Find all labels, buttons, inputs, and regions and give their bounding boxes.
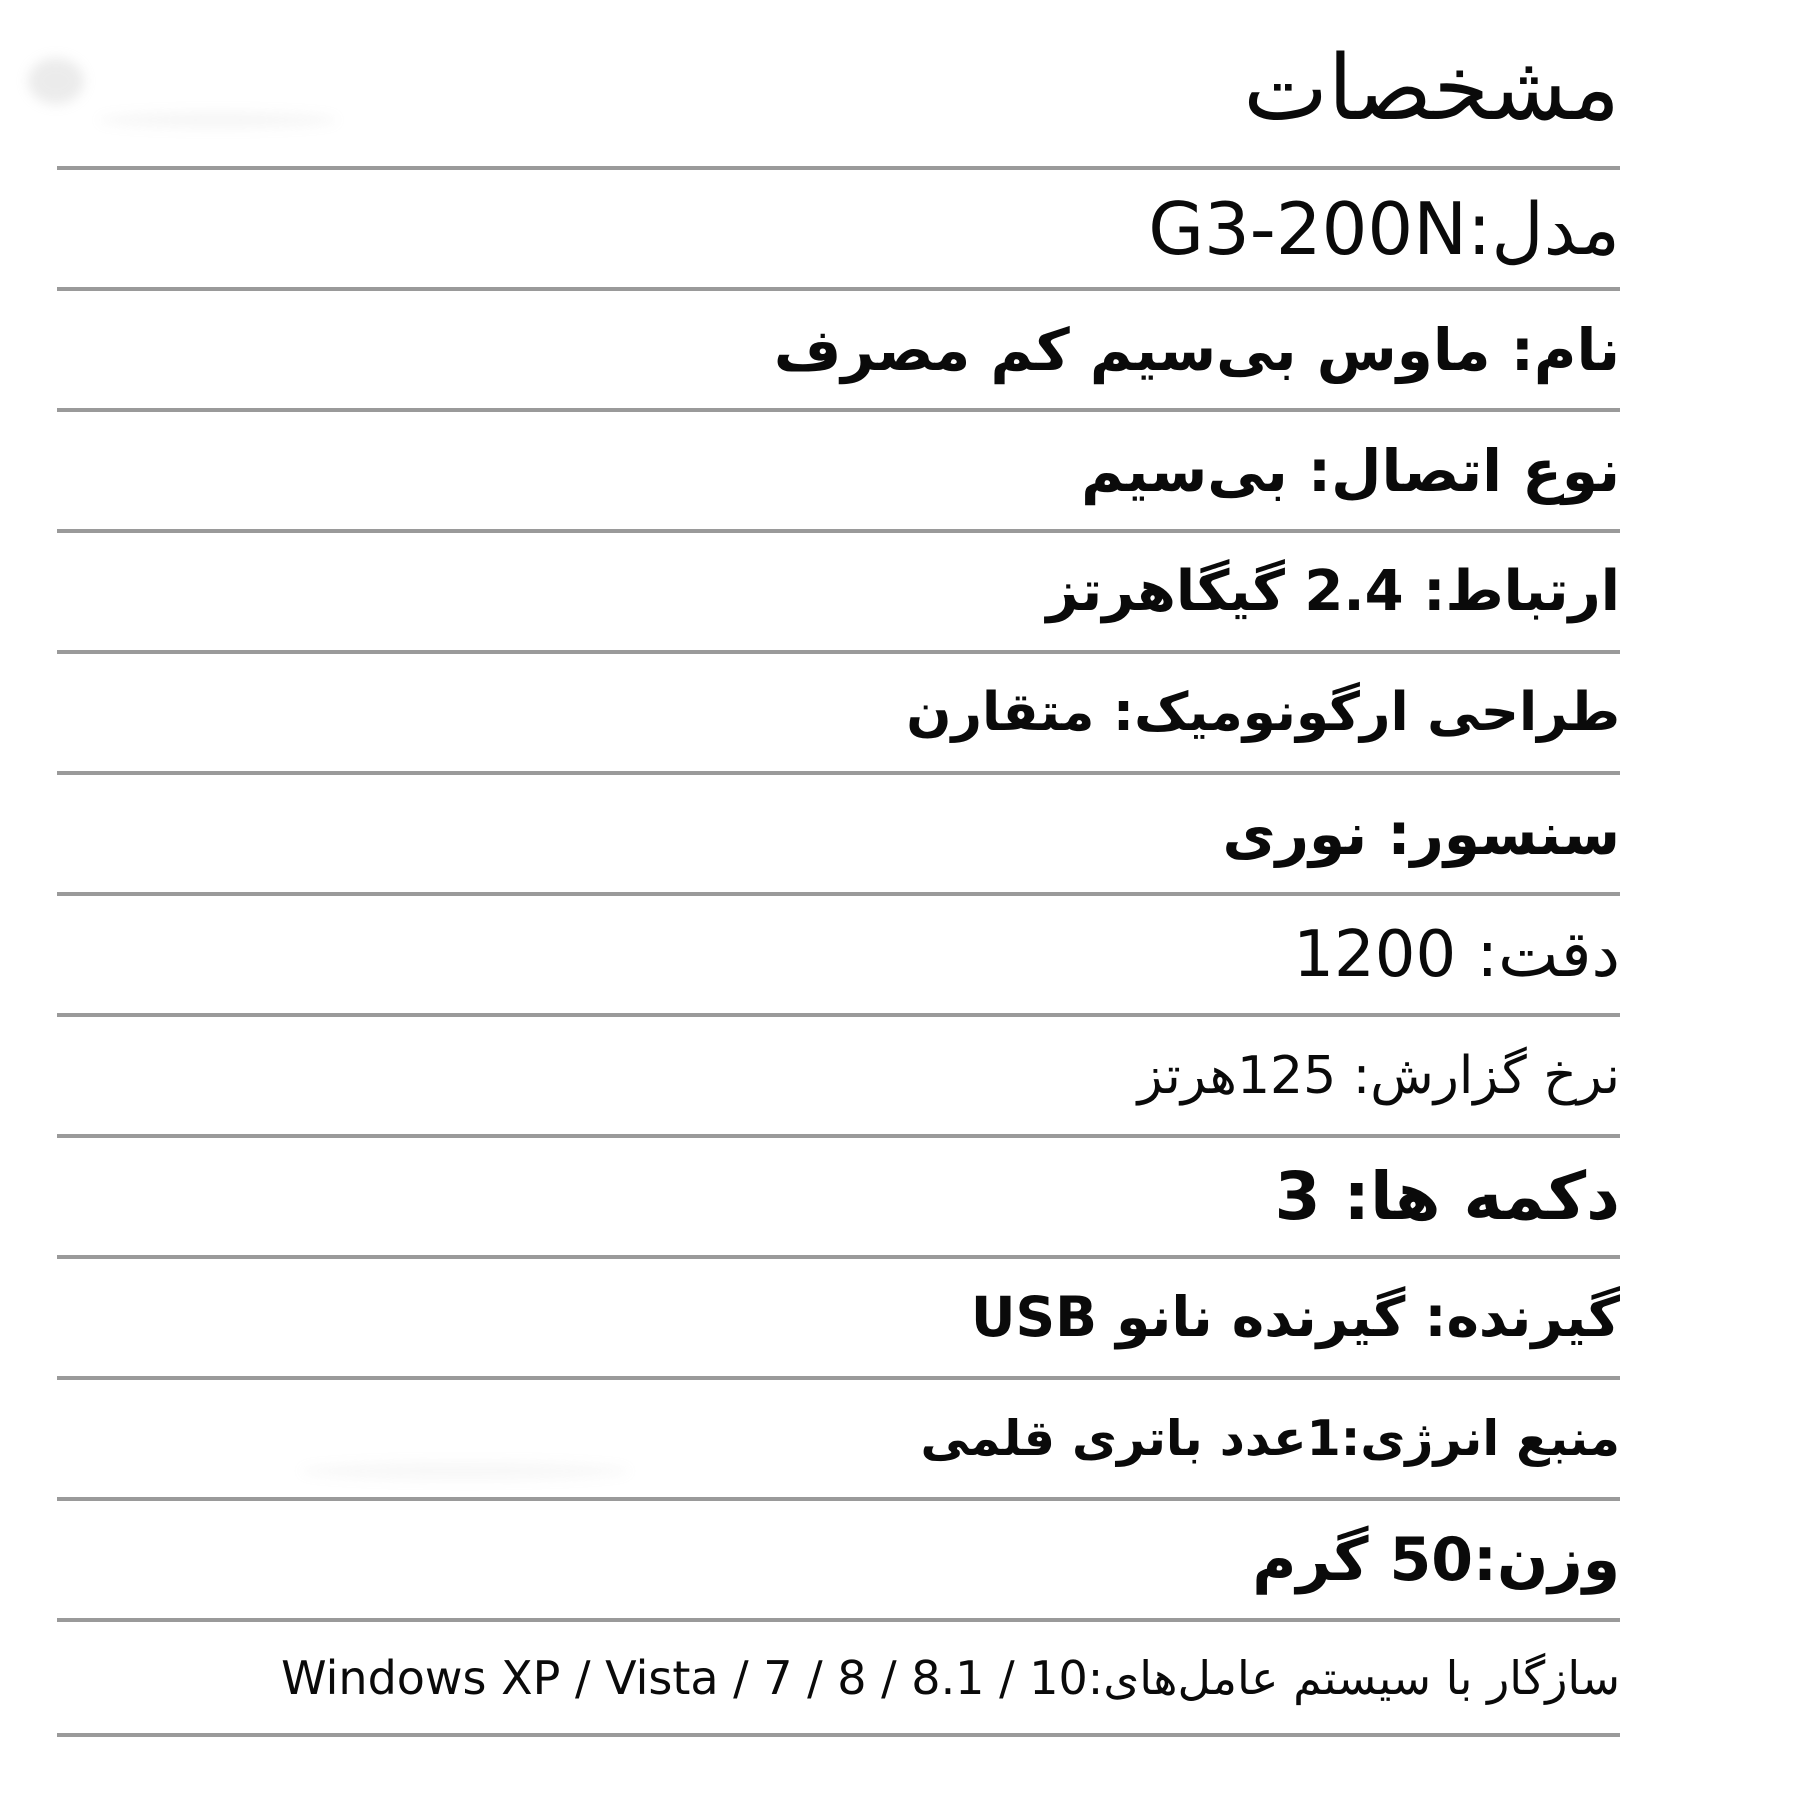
- spec-row-power-source: منبع انرژی:1عدد باتری قلمی: [57, 1380, 1620, 1501]
- spec-row-weight: وزن:50 گرم: [57, 1501, 1620, 1622]
- spec-row-sensor: سنسور: نوری: [57, 775, 1620, 896]
- spec-row-os-compatibility: سازگار با سیستم عامل‌های:Windows XP / Vista / 7 / 8 / 8.1 / 10: [57, 1622, 1620, 1737]
- spec-row-receiver: گیرنده: گیرنده نانو USB: [57, 1259, 1620, 1380]
- spec-row-dpi: دقت: 1200: [57, 896, 1620, 1017]
- spec-row-name: نام: ماوس بی‌سیم کم مصرف: [57, 291, 1620, 412]
- spec-row-ergonomic-design: طراحی ارگونومیک: متقارن: [57, 654, 1620, 775]
- spec-row-model: مدل:G3-200N: [57, 170, 1620, 291]
- spec-row-buttons: دکمه ها: 3: [57, 1138, 1620, 1259]
- spec-row-communication: ارتباط: 2.4 گیگاهرتز: [57, 533, 1620, 654]
- spec-sheet: [57, 0, 1620, 1737]
- spec-row-connection-type: نوع اتصال: بی‌سیم: [57, 412, 1620, 533]
- page-title: مشخصات: [57, 0, 1620, 170]
- spec-row-report-rate: نرخ گزارش: 125هرتز: [57, 1017, 1620, 1138]
